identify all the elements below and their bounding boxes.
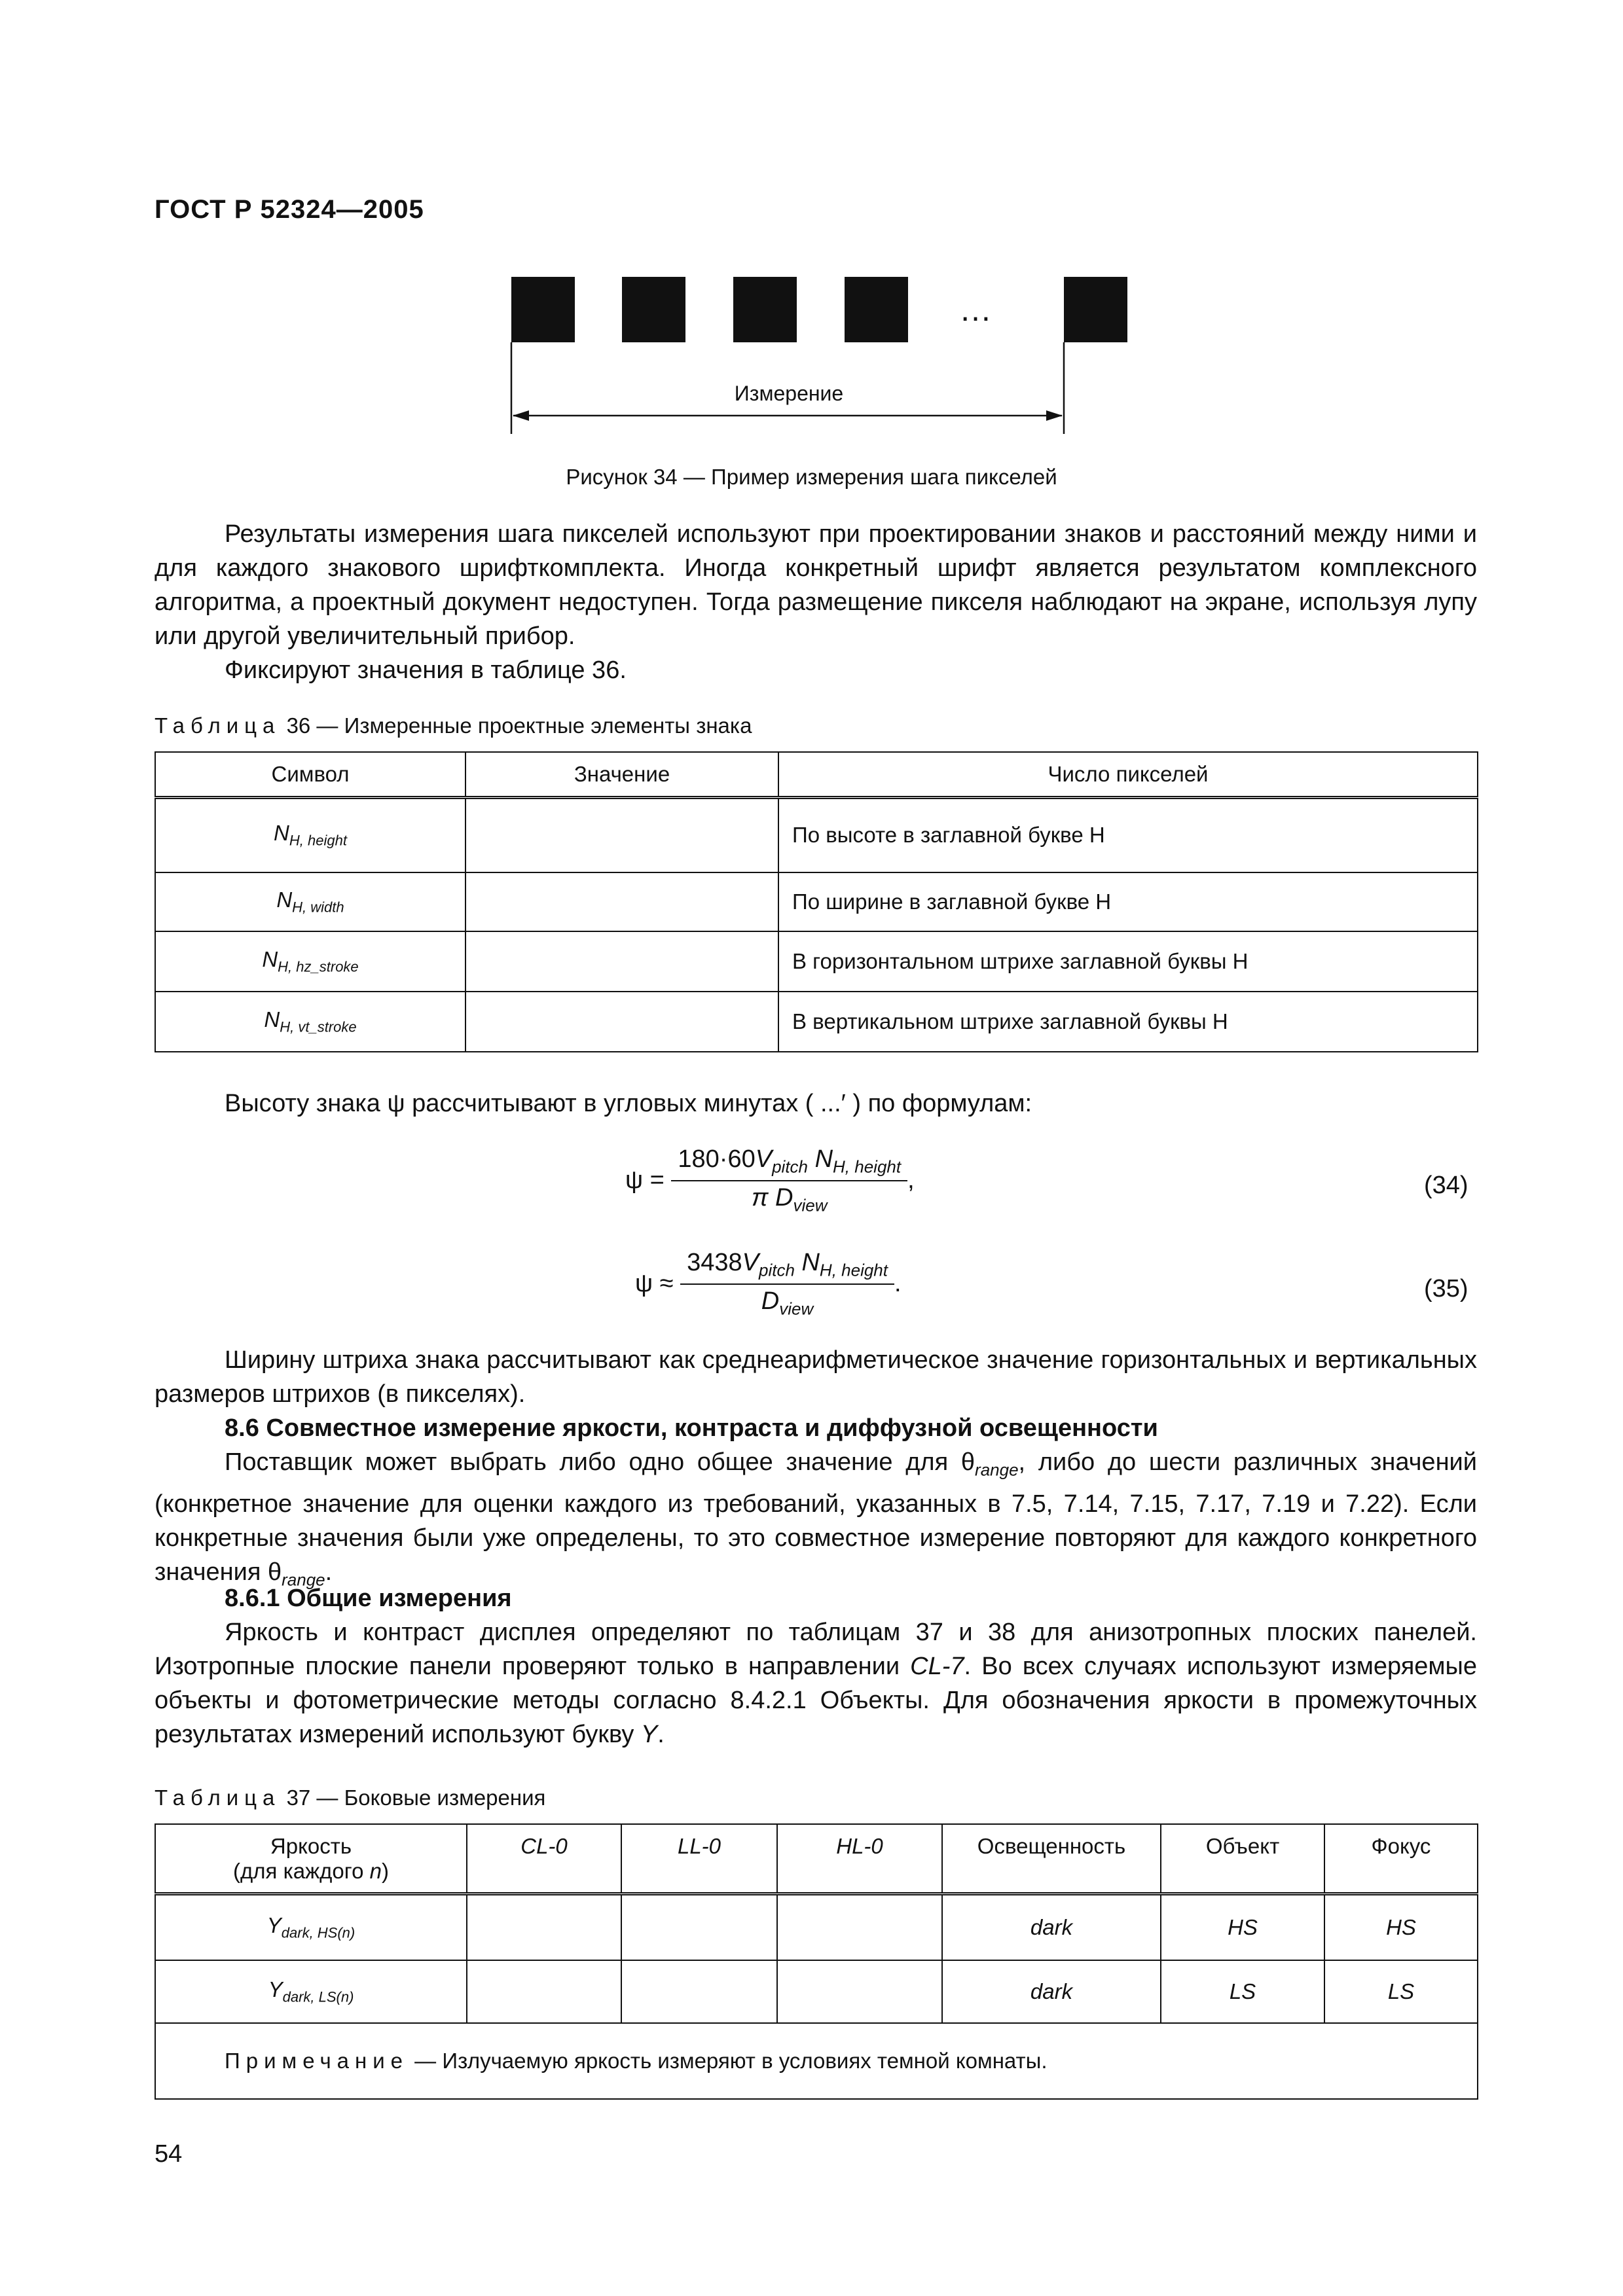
object-cell: HS: [1161, 1893, 1324, 1960]
table37-header-cl0: CL-0: [467, 1824, 621, 1893]
pixels-cell: В вертикальном штрихе заглавной буквы H: [778, 992, 1478, 1052]
table36-caption: Таблица 36 — Измеренные проектные элементы знака: [155, 713, 752, 738]
focus-cell: LS: [1324, 1960, 1478, 2023]
symbol-cell: $Y_{dark, LS(n)}$: [155, 1960, 467, 2023]
equation-34: ψ = $\frac{180\cdot 60V_{pitch} N_{H, height}}{\pi D_{view}}$ ,: [625, 1145, 915, 1215]
table-row: [155, 992, 1478, 1052]
equation-34-number: (34): [1424, 1172, 1468, 1199]
symbol-cell: $N_{H, width}$: [155, 872, 465, 931]
cl0-cell: [467, 1960, 621, 2023]
table-row: [155, 872, 1478, 931]
symbol-cell: $N_{H, hz\_stroke}$: [155, 931, 465, 992]
table37-header-illumination: Освещенность: [942, 1824, 1161, 1893]
figure-ellipsis: …: [959, 291, 992, 328]
table37-note: Примечание — Излучаемую яркость измеряют в условиях темной комнаты.: [155, 2023, 1478, 2099]
figure-caption: Рисунок 34 — Пример измерения шага пикселей: [566, 465, 1057, 489]
paragraph-pitch-usage: Результаты измерения шага пикселей используют при проектировании знаков и расстояний между ними и для каждого знакового шрифткомплекта. Иногда конкретный шрифт является результатом комплексного алгоритма, а проектный документ недоступен. Тогда размещение пикселя наблюдают на экране, используя лупу или другой увеличительный прибор.: [155, 520, 1477, 650]
pixels-cell: По ширине в заглавной букве H: [778, 872, 1478, 931]
table37-header-ll0: LL-0: [621, 1824, 777, 1893]
focus-cell: HS: [1324, 1893, 1478, 1960]
table-37: [155, 1823, 1478, 2100]
value-cell: [465, 798, 778, 872]
paragraph-record-values: Фиксируют значения в таблице 36.: [225, 656, 627, 684]
hl0-cell: [777, 1893, 942, 1960]
table-36: [155, 751, 1478, 1052]
figure-label: Измерение: [734, 382, 844, 405]
value-cell: [465, 872, 778, 931]
pixels-cell: По высоте в заглавной букве H: [778, 798, 1478, 872]
pixel-block-4: [845, 277, 908, 342]
object-cell: LS: [1161, 1960, 1324, 2023]
ll0-cell: [621, 1960, 777, 2023]
symbol-cell: $N_{H, vt\_stroke}$: [155, 992, 465, 1052]
symbol-cell: $Y_{dark, HS(n)}$: [155, 1893, 467, 1960]
cl0-cell: [467, 1893, 621, 1960]
page-number: 54: [155, 2140, 183, 2168]
table37-header-hl0: HL-0: [777, 1824, 942, 1893]
section-heading-8-6-1: 8.6.1 Общие измерения: [225, 1585, 512, 1612]
pixel-pitch-figure: [504, 275, 1133, 439]
pixel-block-1: [511, 277, 575, 342]
value-cell: [465, 992, 778, 1052]
paragraph-height-formula-intro: Высоту знака ψ рассчитывают в угловых минутах ( ...′ ) по формулам:: [225, 1090, 1032, 1117]
equation-35: ψ ≈ $\frac{3438V_{pitch} N_{H, height}}{D_{view}}$ .: [635, 1249, 902, 1319]
paragraph-general-measurements: Яркость и контраст дисплея определяют по таблицам 37 и 38 для анизотропных плоских панелей. Изотропные плоские панели проверяют только в направлении CL-7. Во всех случаях используют измеряемые объекты и фотометрические методы согласно 8.4.2.1 Объекты. Для обозначения яркости в промежуточных результатах измерений используют букву Y.: [155, 1619, 1477, 1748]
table36-header-symbol: Символ: [155, 752, 465, 798]
arrow-head-left: [513, 410, 529, 421]
table36-header-row: [155, 752, 1478, 798]
table37-note-row: [155, 2023, 1478, 2099]
equation-35-number: (35): [1424, 1275, 1468, 1302]
table-row: [155, 798, 1478, 872]
ll0-cell: [621, 1893, 777, 1960]
illumination-cell: dark: [942, 1893, 1161, 1960]
value-cell: [465, 931, 778, 992]
table37-header-brightness: Яркость (для каждого n): [155, 1824, 467, 1893]
hl0-cell: [777, 1960, 942, 2023]
table37-caption: Таблица 37 — Боковые измерения: [155, 1785, 546, 1810]
arrow-head-right: [1046, 410, 1063, 421]
table-row: [155, 931, 1478, 992]
pixel-block-last: [1064, 277, 1127, 342]
pixel-block-3: [733, 277, 797, 342]
table36-header-value: Значение: [465, 752, 778, 798]
table-row: [155, 1960, 1478, 2023]
table-row: [155, 1893, 1478, 1960]
table37-header-object: Объект: [1161, 1824, 1324, 1893]
paragraph-theta-range: Поставщик может выбрать либо одно общее значение для $\theta_{range}$, либо до шести различных значений (конкретное значение для оценки каждого из требований, указанных в 7.5, 7.14, 7.15, 7.17, 7.19 и 7.22). Если конкретные значения были уже определены, то это совместное измерение повторяют для каждого конкретного значения $\theta_{range}$.: [155, 1448, 1478, 1590]
table37-header-row: [155, 1824, 1478, 1893]
pixel-block-2: [622, 277, 685, 342]
table36-header-pixels: Число пикселей: [778, 752, 1478, 798]
symbol-cell: $N_{H, height}$: [155, 798, 465, 872]
document-header: ГОСТ Р 52324—2005: [155, 195, 424, 224]
section-heading-8-6: 8.6 Совместное измерение яркости, контраста и диффузной освещенности: [225, 1414, 1158, 1442]
illumination-cell: dark: [942, 1960, 1161, 2023]
pixels-cell: В горизонтальном штрихе заглавной буквы H: [778, 931, 1478, 992]
paragraph-stroke-width: Ширину штриха знака рассчитывают как среднеарифметическое значение горизонтальных и вертикальных размеров штрихов (в пикселях).: [155, 1346, 1477, 1408]
table37-header-focus: Фокус: [1324, 1824, 1478, 1893]
